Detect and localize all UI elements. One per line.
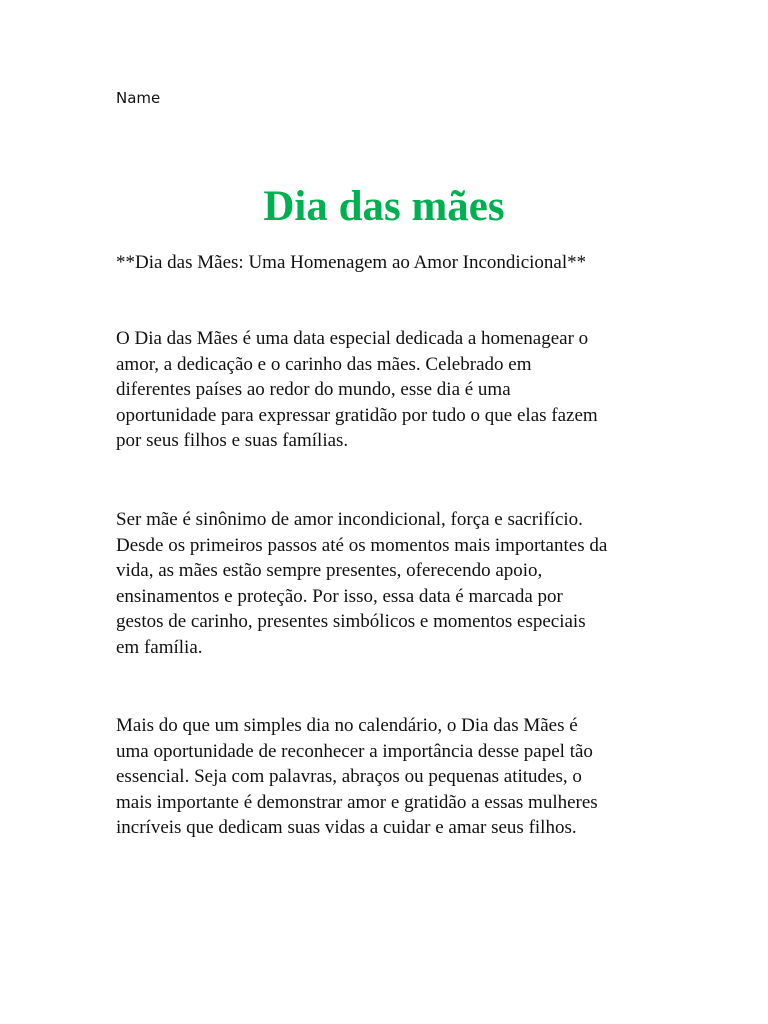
paragraph-line: diferentes países ao redor do mundo, esse dia é uma	[116, 379, 511, 401]
paragraph-line: Mais do que um simples dia no calendário, o Dia das Mães é	[116, 715, 578, 736]
paragraph-line: ensinamentos e proteção. Por isso, essa data é marcada por	[116, 585, 563, 607]
paragraph-line: Ser mãe é sinônimo de amor incondicional, força e sacrifício.	[116, 509, 583, 530]
paragraph-line: oportunidade para expressar gratidão por tudo o que elas fazem	[116, 404, 598, 426]
paragraph-line: vida, as mães estão sempre presentes, oferecendo apoio,	[116, 560, 543, 582]
document-title: Dia das mães	[263, 183, 505, 230]
name-label: Name	[116, 89, 161, 107]
paragraph-3	[116, 713, 664, 841]
paragraph-1	[116, 326, 664, 454]
paragraph-line: essencial. Seja com palavras, abraços ou pequenas atitudes, o	[116, 766, 582, 788]
paragraph-line: mais importante é demonstrar amor e gratidão a essas mulheres	[116, 791, 598, 813]
paragraph-line: amor, a dedicação e o carinho das mães. Celebrado em	[116, 353, 532, 375]
paragraph-line: gestos de carinho, presentes simbólicos e momentos especiais	[116, 611, 586, 633]
paragraph-line: O Dia das Mães é uma data especial dedicada a homenagear o	[116, 328, 589, 349]
document-subtitle: **Dia das Mães: Uma Homenagem ao Amor Incondicional**	[116, 252, 587, 273]
paragraph-line: por seus filhos e suas famílias.	[116, 430, 349, 452]
paragraph-line: uma oportunidade de reconhecer a importância desse papel tão	[116, 740, 593, 762]
paragraph-2	[116, 507, 664, 661]
paragraph-line: incríveis que dedicam suas vidas a cuidar e amar seus filhos.	[116, 817, 577, 839]
paragraph-line: Desde os primeiros passos até os momentos mais importantes da	[116, 534, 608, 556]
paragraph-line: em família.	[116, 636, 203, 658]
